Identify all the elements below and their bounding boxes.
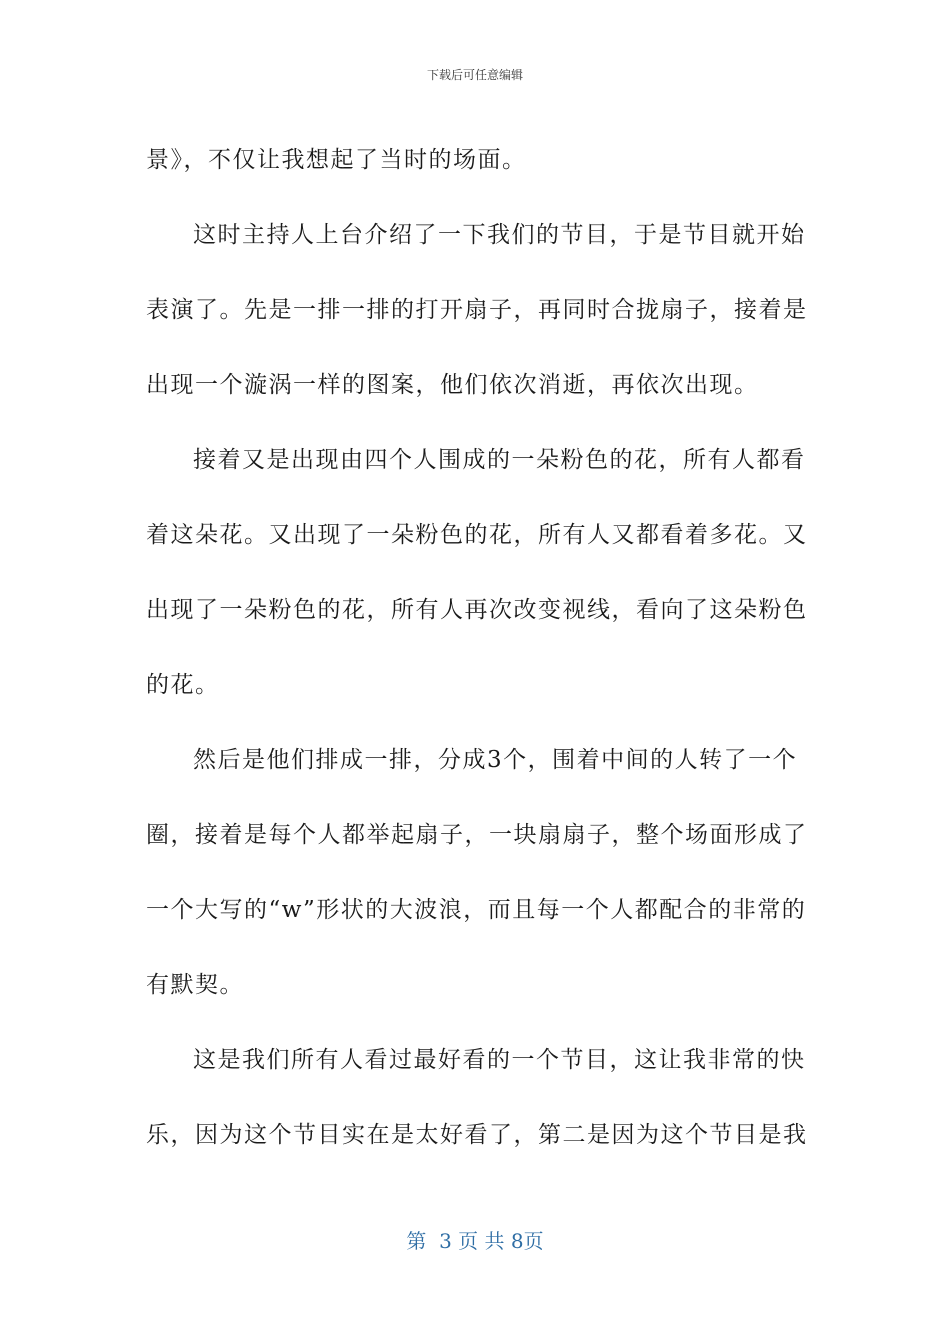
text-line: 景》，不仅让我想起了当时的场面。 xyxy=(146,147,527,173)
text-line: 着这朵花。又出现了一朵粉色的花，所有人又都看着多花。又 xyxy=(146,522,808,548)
text-line: 圈，接着是每个人都举起扇子，一块扇扇子，整个场面形成了 xyxy=(146,822,808,848)
text-line: 这是我们所有人看过最好看的一个节目，这让我非常的快 xyxy=(193,1047,806,1073)
text-line: 的花。 xyxy=(146,672,220,698)
text-line: 接着又是出现由四个人围成的一朵粉色的花，所有人都看 xyxy=(193,447,806,473)
text-line: 一个大写的“w”形状的大波浪，而且每一个人都配合的非常的 xyxy=(146,897,807,923)
text-line: 出现了一朵粉色的花，所有人再次改变视线，看向了这朵粉色 xyxy=(146,597,808,623)
text-line: 然后是他们排成一排，分成3个，围着中间的人转了一个 xyxy=(193,747,798,773)
text-line: 表演了。先是一排一排的打开扇子，再同时合拢扇子，接着是 xyxy=(146,297,808,323)
text-line: 有默契。 xyxy=(146,972,244,998)
page-number-footer: 第 3 页 共 8页 xyxy=(406,1229,544,1253)
text-line: 乐，因为这个节目实在是太好看了，第二是因为这个节目是我 xyxy=(146,1122,808,1148)
text-line: 这时主持人上台介绍了一下我们的节目，于是节目就开始 xyxy=(193,222,806,248)
text-line: 出现一个漩涡一样的图案，他们依次消逝，再依次出现。 xyxy=(146,372,759,398)
document-body xyxy=(146,123,826,1173)
page-header: 下载后可任意编辑 xyxy=(426,68,523,82)
